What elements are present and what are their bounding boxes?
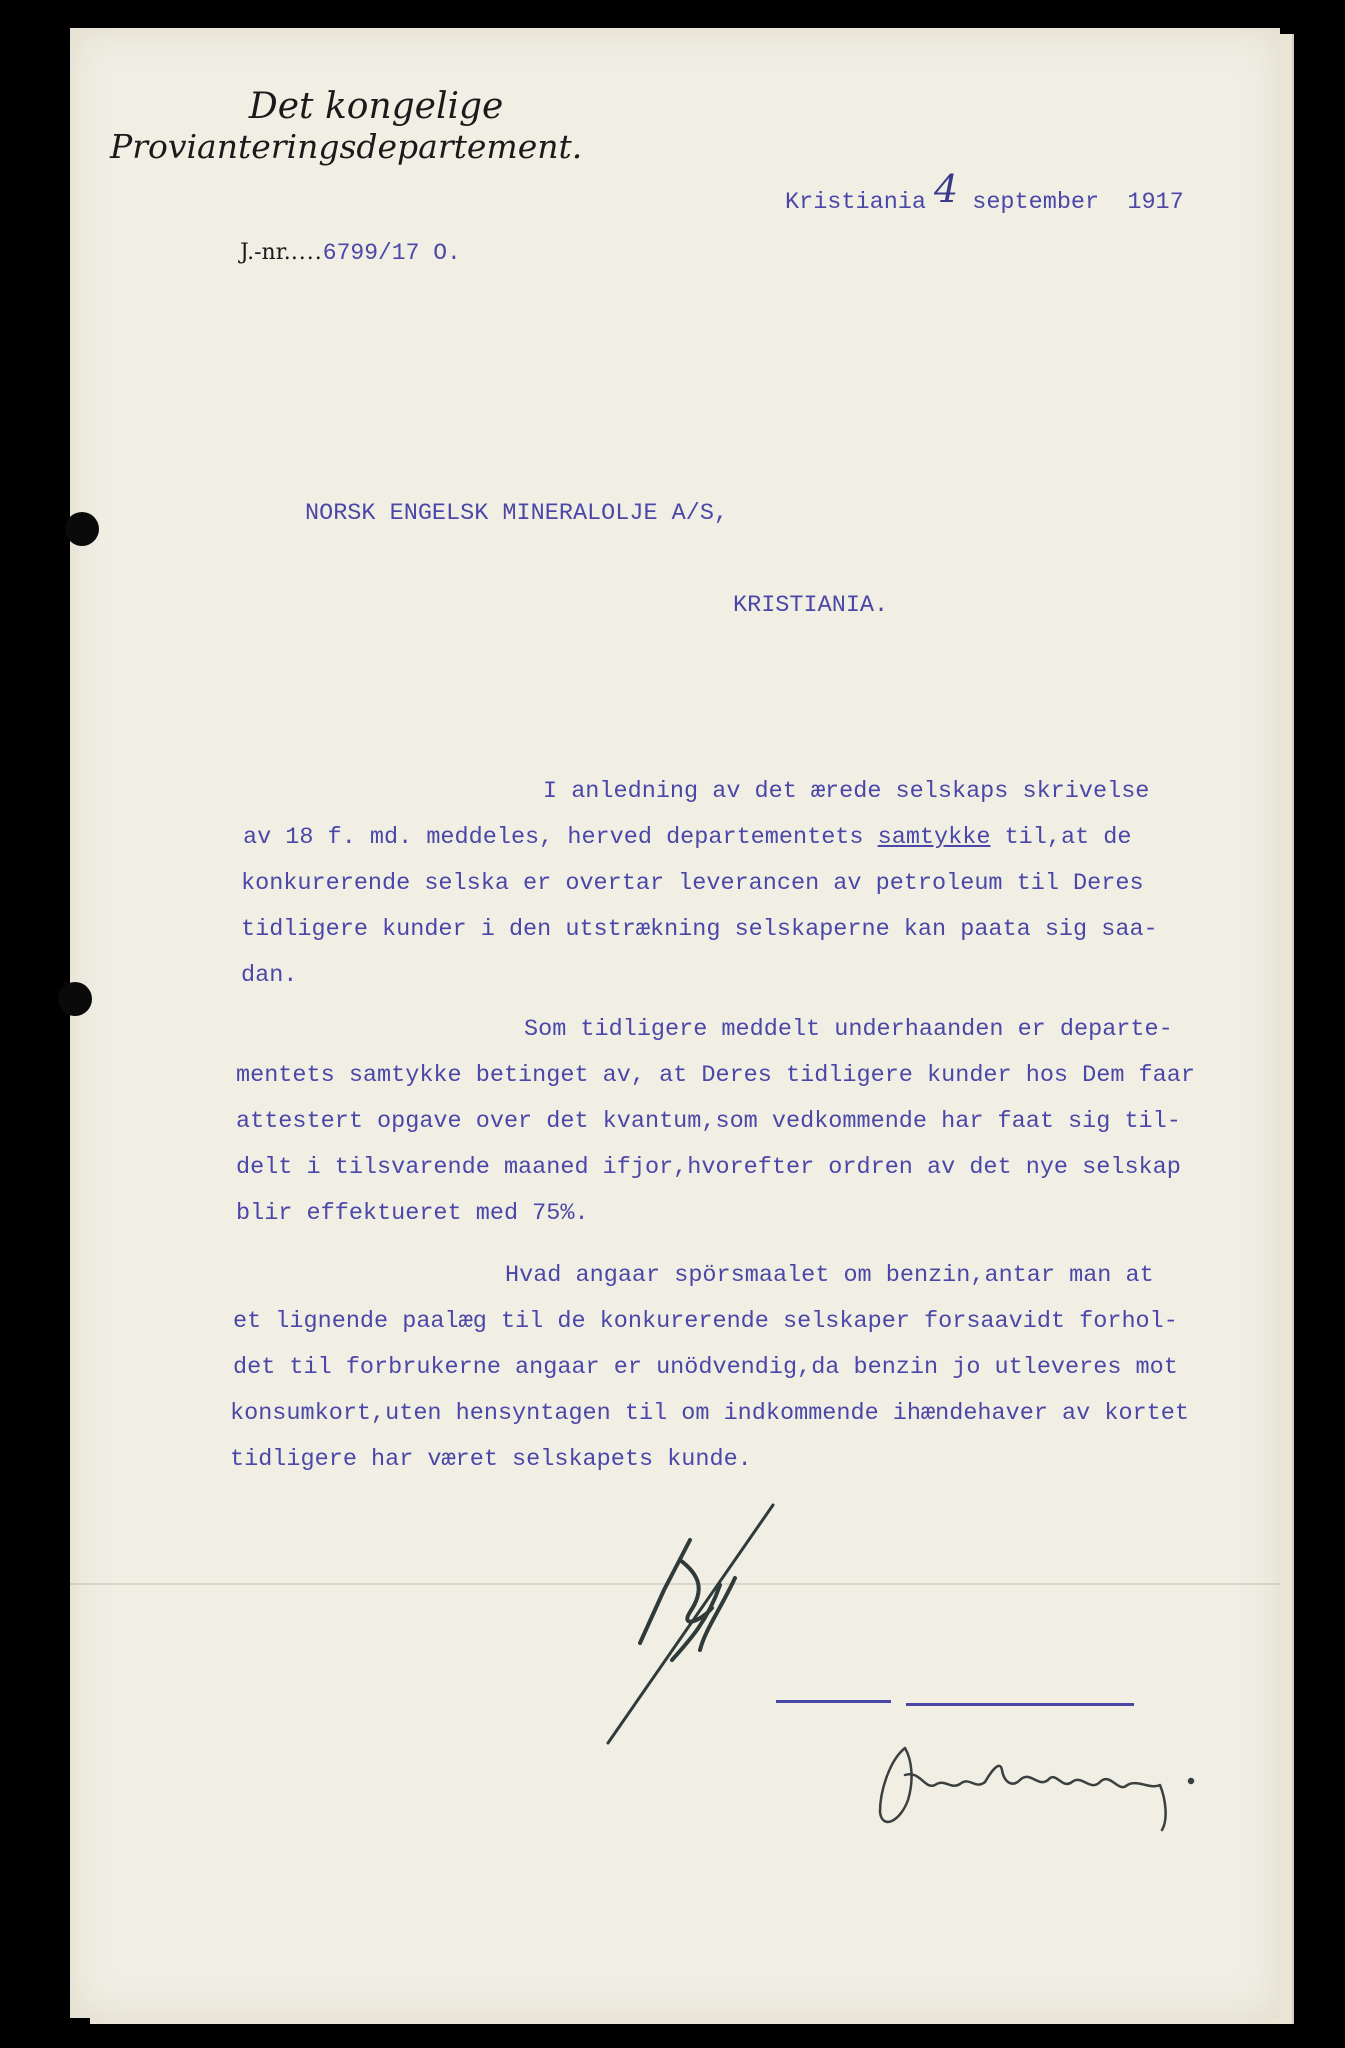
underlined-word: samtykke (877, 824, 991, 851)
letterhead (110, 86, 582, 166)
body-line: mentets samtykke betinget av, at Deres tidligere kunder hos Dem faar (236, 1062, 1195, 1089)
body-line-text: til,at de (1004, 824, 1132, 851)
addressee-city: KRISTIANIA. (733, 592, 889, 619)
body-line: konkurerende selska er overtar leverancen av petroleum til Deres (241, 870, 1144, 897)
body-line: Hvad angaar spörsmaalet om benzin,antar man at (505, 1262, 1154, 1289)
body-line-text: av 18 f. md. meddeles, herved departementets (243, 824, 864, 851)
body-line: delt i tilsvarende maaned ifjor,hvorefter ordren av det nye selskap (236, 1154, 1181, 1181)
journal-dots: .... (290, 240, 323, 265)
body-line: tidligere kunder i den utstrækning selskaperne kan paata sig saa- (241, 916, 1158, 943)
body-line: blir effektueret med 75%. (236, 1200, 589, 1227)
body-line: et lignende paalæg til de konkurerende selskaper forsaavidt forhol- (233, 1308, 1178, 1335)
punch-hole (65, 512, 99, 546)
date-line (785, 167, 1184, 217)
fold-crease (70, 1583, 1280, 1585)
journal-number (240, 240, 461, 266)
signature-line (906, 1703, 1134, 1706)
date-place: Kristiania (785, 189, 927, 216)
journal-value: 6799/17 O. (322, 240, 461, 266)
punch-hole (58, 982, 92, 1016)
journal-label: J.-nr. (240, 240, 291, 265)
body-line: tidligere har været selskapets kunde. (230, 1446, 752, 1473)
date-month-year: september 1917 (972, 189, 1184, 216)
signature-line (776, 1700, 891, 1703)
body-line: dan. (241, 962, 298, 989)
body-line: I anledning av det ærede selskaps skrivelse (543, 778, 1150, 805)
body-line: det til forbrukerne angaar er unödvendig,da benzin jo utleveres mot (233, 1354, 1178, 1381)
date-day: 4 (934, 167, 959, 211)
letterhead-line-2: Provianteringsdepartement. (110, 127, 583, 166)
body-line: attestert opgave over det kvantum,som vedkommende har faat sig til- (236, 1108, 1181, 1135)
addressee-company: NORSK ENGELSK MINERALOLJE A/S, (305, 500, 729, 527)
body-line: konsumkort,uten hensyntagen til om indkommende ihændehaver av kortet (230, 1400, 1189, 1427)
letterhead-line-1: Det kongelige (248, 86, 504, 127)
body-line: Som tidligere meddelt underhaanden er departe- (524, 1016, 1173, 1043)
body-line (243, 824, 1131, 851)
